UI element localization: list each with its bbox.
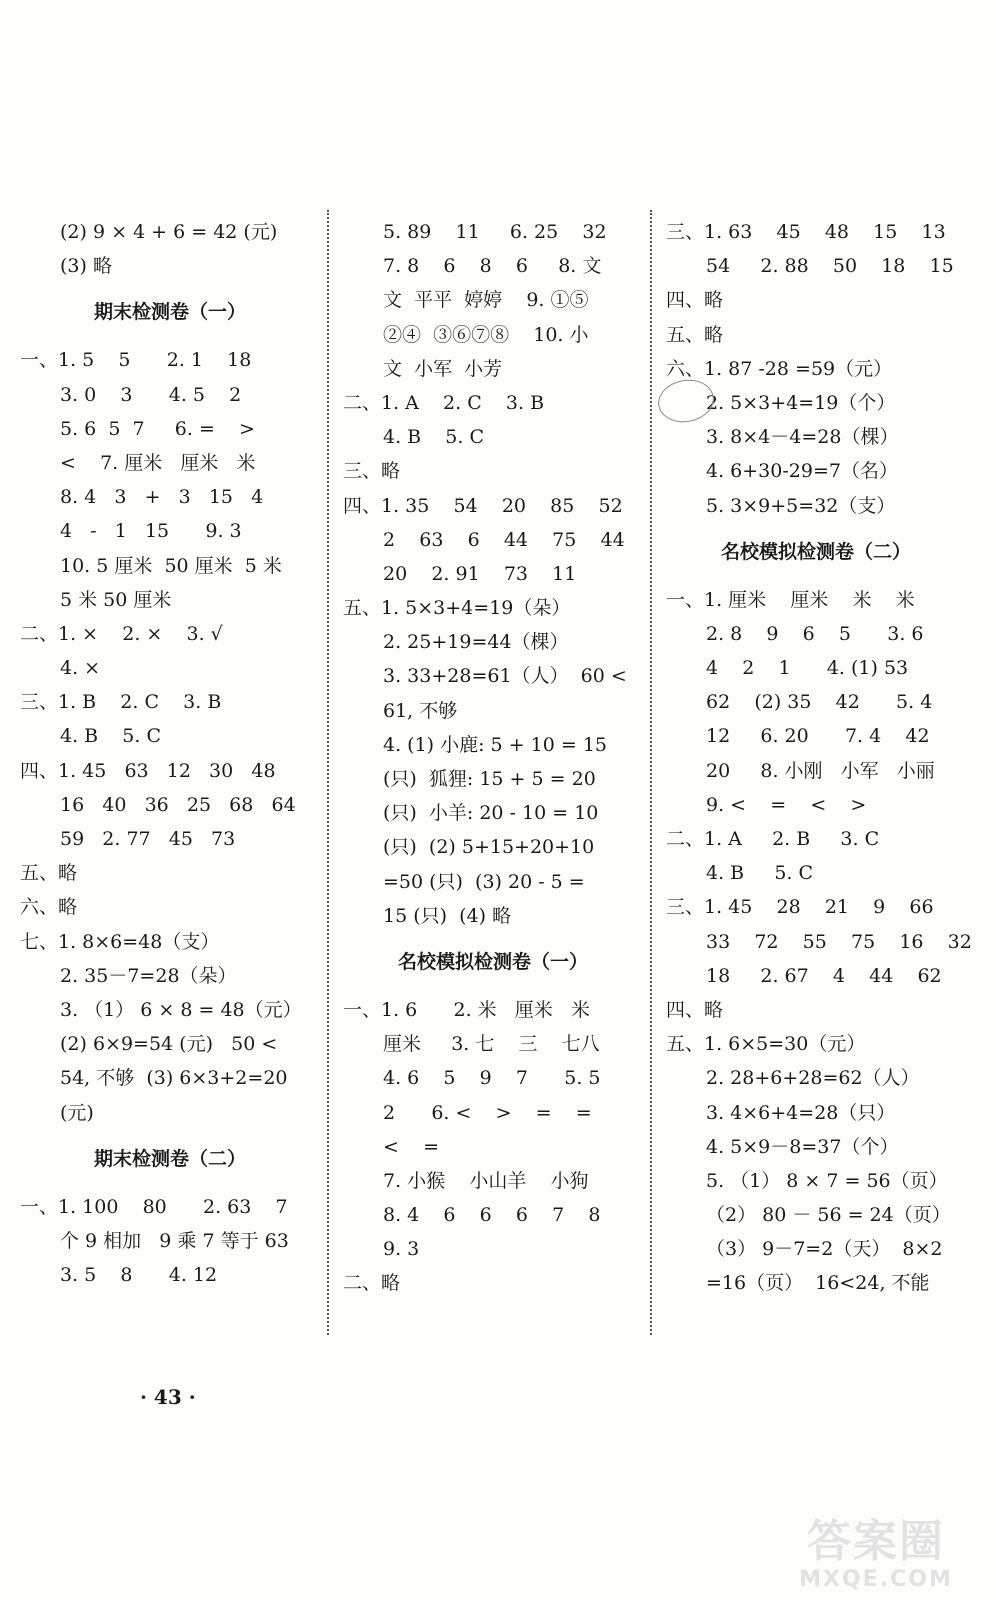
answer-line: 5. 3×9+5=32（支） xyxy=(706,494,896,517)
answer-line: 33 72 55 75 16 32 xyxy=(706,930,972,953)
answer-line: 五、1. 6×5=30（元） xyxy=(666,1033,866,1056)
answer-line: 2. 8 9 6 5 3. 6 xyxy=(706,622,924,645)
answer-line: 四、略 xyxy=(666,998,724,1021)
answer-line: 4. × xyxy=(60,657,101,680)
answer-line: 2 63 6 44 75 44 xyxy=(383,528,625,551)
section-title: 期末检测卷（二） xyxy=(93,1147,246,1170)
answer-line: 个 9 相加 9 乘 7 等于 63 xyxy=(60,1229,289,1252)
answer-column-3 xyxy=(666,215,972,1301)
answer-line: 9. < = < > xyxy=(706,793,867,816)
answer-line: 五、略 xyxy=(20,862,78,885)
answer-line: 一、1. 6 2. 米 厘米 米 xyxy=(343,998,590,1021)
answer-line: 20 8. 小刚 小军 小丽 xyxy=(706,759,935,782)
page-number: · 43 · xyxy=(140,1385,196,1409)
answer-line: 四、1. 45 63 12 30 48 xyxy=(20,759,276,782)
answer-line: 二、1. A 2. C 3. B xyxy=(343,391,545,414)
answer-line: 20 2. 91 73 11 xyxy=(383,562,577,585)
answer-line: 5 米 50 厘米 xyxy=(60,588,172,611)
answer-line: 4. 6 5 9 7 5. 5 xyxy=(383,1067,601,1090)
answer-line: =50 (只) (3) 20 - 5 = xyxy=(383,870,585,893)
answer-line: 3. 8×4－4=28（棵） xyxy=(706,426,899,449)
answer-line: 16 40 36 25 68 64 xyxy=(60,793,296,816)
answer-line: 一、1. 5 5 2. 1 18 xyxy=(20,349,252,372)
answer-line: 5. （1） 8 × 7 = 56（页） xyxy=(706,1169,948,1192)
answer-line: 文 平平 婷婷 9. ①⑤ xyxy=(383,289,589,312)
answer-line: 15 (只) (4) 略 xyxy=(383,904,512,927)
answer-line: 61, 不够 xyxy=(383,699,458,722)
answer-line: 3. （1） 6 × 8 = 48（元） xyxy=(60,998,302,1021)
answer-line: 一、1. 厘米 厘米 米 米 xyxy=(666,588,915,611)
answer-line: 4. 5×9－8=37（个） xyxy=(706,1135,899,1158)
answer-line: 五、1. 5×3+4=19（朵） xyxy=(343,597,571,620)
answer-line: (只) (2) 5+15+20+10 xyxy=(383,836,595,859)
answer-line: (元) xyxy=(60,1101,94,1124)
section-title: 名校模拟检测卷（一） xyxy=(397,950,588,973)
answer-line: 8. 4 6 6 6 7 8 xyxy=(383,1204,601,1227)
answer-line: 18 2. 67 4 44 62 xyxy=(706,964,942,987)
answer-line: 三、1. 63 45 48 15 13 xyxy=(666,221,946,243)
answer-line: 9. 3 xyxy=(383,1238,420,1261)
watermark-sub: MXQE.COM xyxy=(799,1567,953,1592)
answer-line: 五、略 xyxy=(666,323,724,346)
answer-line: 3. 0 3 4. 5 2 xyxy=(60,383,242,406)
answer-line: 2. 5×3+4=19（个） xyxy=(706,391,896,414)
answer-line: 文 小军 小芳 xyxy=(383,357,503,380)
column-separator-2 xyxy=(650,210,652,1335)
answer-line: 六、1. 87 -28 =59（元） xyxy=(666,357,893,380)
answer-line: 62 (2) 35 42 5. 4 xyxy=(706,691,933,714)
answer-line: (只) 小羊: 20 - 10 = 10 xyxy=(383,802,599,825)
answer-line: 4. B 5. C xyxy=(706,862,814,885)
answer-line: 六、略 xyxy=(20,896,78,919)
answer-line: 5. 6 5 7 6. = > xyxy=(60,417,255,440)
answer-line: ②④ ③⑥⑦⑧ 10. 小 xyxy=(383,323,589,346)
answer-column-2 xyxy=(343,215,643,1301)
answer-line: 三、1. B 2. C 3. B xyxy=(20,691,222,714)
answer-line: 2. 35－7=28（朵） xyxy=(60,964,237,987)
answer-line: 二、1. A 2. B 3. C xyxy=(666,828,880,850)
answer-line: 8. 4 3 + 3 15 4 xyxy=(60,486,264,509)
answer-line: < = xyxy=(383,1135,439,1158)
watermark-logo xyxy=(776,1517,976,1592)
answer-line: (只) 狐狸: 15 + 5 = 20 xyxy=(383,768,596,790)
answer-line: 三、略 xyxy=(343,460,401,483)
answer-line: (2) 6×9=54 (元) 50 < xyxy=(60,1033,278,1056)
answer-line: 2. 25+19=44（棵） xyxy=(383,631,569,654)
answer-line: 4 2 1 4. (1) 53 xyxy=(706,657,909,680)
answer-line: 4. B 5. C xyxy=(60,725,161,748)
section-title: 名校模拟检测卷（二） xyxy=(720,540,911,563)
answer-line: 3. 33+28=61（人） 60 < xyxy=(383,665,627,688)
answer-line: 4. 6+30-29=7（名） xyxy=(706,460,898,483)
answer-line: 厘米 3. 七 三 七八 xyxy=(383,1033,600,1056)
answer-line: 二、略 xyxy=(343,1272,401,1295)
answer-line: 7. 8 6 8 6 8. 文 xyxy=(383,255,602,278)
column-separator-1 xyxy=(327,210,329,1335)
answer-line: 10. 5 厘米 50 厘米 5 米 xyxy=(60,554,282,577)
answer-line: 3. 5 8 4. 12 xyxy=(60,1264,218,1287)
answer-line: （2） 80 － 56 = 24（页） xyxy=(706,1204,951,1227)
answer-line: 四、1. 35 54 20 85 52 xyxy=(343,494,623,517)
answer-line: < 7. 厘米 厘米 米 xyxy=(60,451,256,474)
answer-line: 四、略 xyxy=(666,289,724,312)
answer-line: 二、1. × 2. × 3. √ xyxy=(20,622,223,645)
answer-line: 2. 28+6+28=62（人） xyxy=(706,1067,920,1090)
answer-line: 12 6. 20 7. 4 42 xyxy=(706,725,930,748)
answer-line: 54, 不够 (3) 6×3+2=20 xyxy=(60,1067,288,1090)
answer-column-1 xyxy=(20,215,320,1292)
answer-line: (3) 略 xyxy=(60,255,112,278)
answer-line: 2 6. < > = = xyxy=(383,1101,592,1124)
answer-line: （3） 9－7=2（天） 8×2 xyxy=(706,1238,943,1261)
section-title: 期末检测卷（一） xyxy=(93,301,246,324)
answer-line: 7. 小猴 小山羊 小狗 xyxy=(383,1169,589,1192)
answer-line: 3. 4×6+4=28（只） xyxy=(706,1101,896,1124)
answer-line: 三、1. 45 28 21 9 66 xyxy=(666,896,934,919)
answer-line: 4. (1) 小鹿: 5 + 10 = 15 xyxy=(383,733,608,756)
answer-line: 54 2. 88 50 18 15 xyxy=(706,255,954,278)
answer-line: 5. 89 11 6. 25 32 xyxy=(383,221,607,243)
answer-line: 七、1. 8×6=48（支） xyxy=(20,930,220,953)
answer-line: 4. B 5. C xyxy=(383,426,484,449)
answer-line: 一、1. 100 80 2. 63 7 xyxy=(20,1195,288,1218)
answer-line: (2) 9 × 4 + 6 = 42 (元) xyxy=(60,221,278,243)
answer-line: 4 - 1 15 9. 3 xyxy=(60,520,242,543)
answer-line: =16（页） 16<24, 不能 xyxy=(706,1272,930,1295)
answer-line: 59 2. 77 45 73 xyxy=(60,828,236,850)
watermark-main: 答案圈 xyxy=(807,1516,945,1567)
